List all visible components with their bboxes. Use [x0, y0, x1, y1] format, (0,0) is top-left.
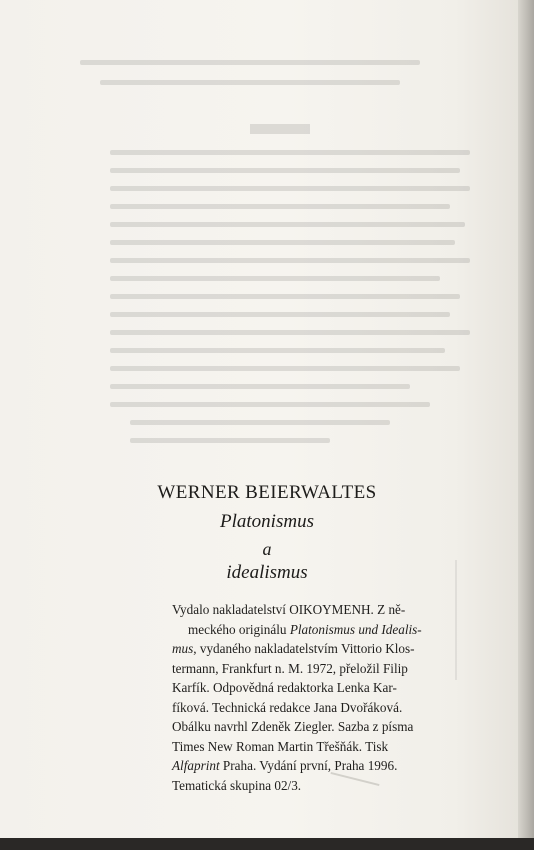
colophon-line: termann, Frankfurt n. M. 1972, přeložil Filip [172, 660, 408, 676]
scan-bottom-border [0, 838, 534, 850]
colophon-line: Vydalo nakladatelství OIKOYMENH. Z ně- [172, 602, 406, 617]
colophon-line: meckého originálu Platonismus und Idealis- [188, 621, 422, 637]
show-through-text [70, 40, 500, 480]
colophon-line: mus, vydaného nakladatelstvím Vittorio Klos- [172, 641, 415, 656]
page-crease [455, 560, 457, 680]
book-title-line-1: Platonismus [220, 511, 314, 532]
colophon-line: Tematická skupina 02/3. [172, 777, 302, 793]
book-title-line-2: a [262, 539, 272, 559]
author-name: WERNER BEIERWALTES [157, 482, 377, 503]
colophon-line: Alfaprint Praha. Vydání první, Praha 1996. [172, 758, 398, 773]
page-edge-shadow [518, 0, 534, 850]
printer-name: Alfaprint [172, 758, 220, 773]
book-title-line-3: idealismus [226, 562, 308, 583]
colophon-line: Karfík. Odpovědná redaktorka Lenka Kar- [172, 680, 397, 695]
colophon-line: Obálku navrhl Zdeněk Ziegler. Sazba z písma [172, 719, 414, 734]
colophon [172, 600, 462, 795]
original-title: Platonismus und Idealis- [289, 621, 422, 637]
colophon-line: Times New Roman Martin Třešňák. Tisk [172, 738, 389, 754]
colophon-line: fíková. Technická redakce Jana Dvořáková. [172, 699, 403, 715]
